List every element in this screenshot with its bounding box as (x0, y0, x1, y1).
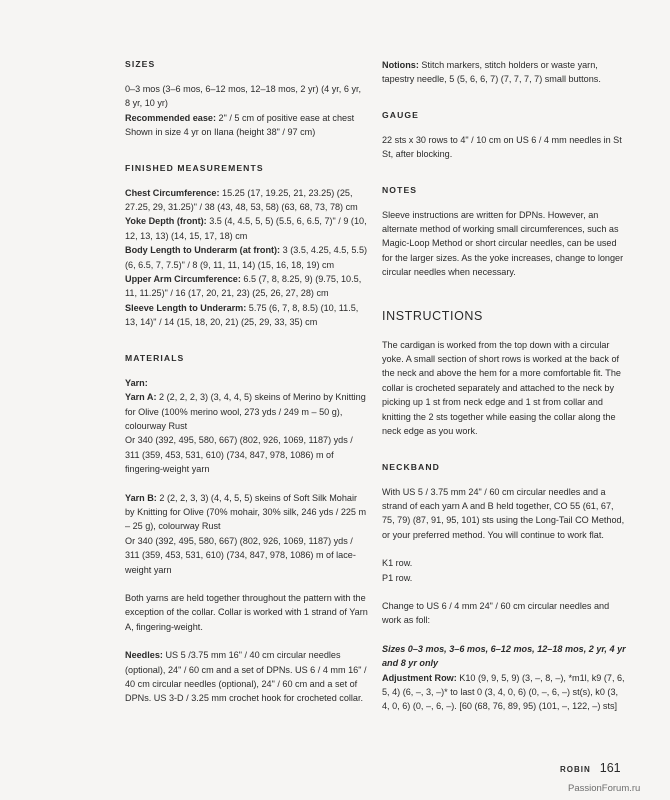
adjustment-text: K10 (9, 9, 5, 9) (3, –, 8, –), *m1l, k9 (7, 6, 5, 4) (6, –, 3, –)* to last 0 (3, 4, 0, 6) (0, –, 6, –) st(s), k0 (3, 4, 0, 6) (0, –, 6, –). [60 (68, 76, 89, 95) (101, –, 122, –) sts] (382, 672, 625, 712)
finished-heading: FINISHED MEASUREMENTS (125, 162, 264, 173)
watermark: PassionForum.ru (568, 783, 641, 794)
yarn-b-label: Yarn B: (125, 492, 157, 503)
notes-heading: NOTES (382, 184, 418, 195)
needles-text: US 5 /3.75 mm 16" / 40 cm circular needles (optional), 24" / 60 cm and a set of DPNs. US 6 / 4 mm 16" / 40 cm circular needles (optional), 24" / 60 cm and a set of DPNs. US 3-D / 3.25 mm crochet hook for crocheted collar. (125, 650, 367, 704)
recommended-ease (125, 111, 368, 140)
ease-label: Recommended ease: (125, 112, 216, 123)
right-column (382, 58, 626, 736)
measurement-text: 3 (3.5, 4.25, 4.5, 5.5) (6, 6.5, 7, 7.5)" / 8 (9, 11, 11, 14) (15, 16, 18, 19) cm (125, 245, 368, 270)
gauge-text: 22 sts x 30 rows to 4" / 10 cm on US 6 / 4 mm needles in St St, after blocking. (382, 134, 622, 160)
notes-text: Sleeve instructions are written for DPNs. However, an alternate method of working small circumferences, such as Magic-Loop Method or short circular needles, can be used for the larger sizes. As the yoke increases, change to longer circular needles when necessary. (382, 209, 624, 278)
neckband-para2: Change to US 6 / 4 mm 24" / 60 cm circular needles and work as foll: (382, 600, 610, 626)
notions-label: Notions: (382, 60, 419, 70)
yarn-a-text: 2 (2, 2, 2, 3) (3, 4, 4, 5) skeins of Merino by Knitting for Olive (100% merino wool, 273 yds / 249 m – 50 g), colourway Rust (125, 392, 366, 431)
yarn-b-text: 2 (2, 2, 3, 3) (4, 4, 5, 5) skeins of Soft Silk Mohair by Knitting for Olive (70% mohair, 30% silk, 246 yds / 225 m – 25 g), colourway Rust (125, 492, 367, 532)
measurement-label: Sleeve Length to Underarm: (125, 302, 247, 313)
adjustment-label: Adjustment Row: (382, 672, 457, 683)
measurement-label: Chest Circumference: (125, 187, 220, 198)
measurement-body-length (125, 243, 368, 272)
ease-text: 2" / 5 cm of positive ease at chest Shown in size 4 yr on Ilana (height 38" / 97 cm) (125, 112, 355, 138)
yarn-a-alternative: Or 340 (392, 495, 580, 667) (802, 926, 1069, 1187) yds / 311 (359, 453, 531, 610) (734, 847, 978, 1086) m of fingering-weight yarn (125, 435, 353, 475)
yarn-label (125, 376, 368, 390)
materials-section (125, 352, 368, 706)
instructions-section (382, 308, 626, 439)
measurement-text: 3.5 (4, 4.5, 5, 5) (5.5, 6, 6.5, 7)" / 9 (10, 12, 13, 13) (14, 15, 17, 18) cm (125, 216, 367, 241)
yarn-both-note: Both yarns are held together throughout the pattern with the exception of the collar. Collar is worked with 1 strand of Yarn A, fingering-weight. (125, 592, 368, 632)
measurement-upper-arm (125, 272, 368, 301)
gauge-heading: GAUGE (382, 109, 420, 120)
measurement-label: Yoke Depth (front): (125, 216, 207, 227)
sizes-heading: SIZES (125, 59, 156, 69)
page-number: 161 (599, 761, 621, 775)
instructions-text: The cardigan is worked from the top down with a circular yoke. A small section of short rows is worked at the back of the neck and above the hem for a more comfortable fit. The collar is crocheted separately and attached to the neck by picking up 1 st from neck edge and 1 st from collar and knitting the 2 sts together while easing the collar along the neck edge as you work. (382, 339, 621, 437)
measurement-text: 6.5 (7, 8, 8.25, 9) (9.75, 10.5, 11, 11.25)" / 16 (17, 20, 21, 23) (25, 26, 27, 28) cm (125, 274, 362, 299)
running-head: ROBIN (560, 765, 591, 774)
gauge-section (382, 109, 626, 162)
left-column (125, 58, 368, 728)
neckband-heading: NECKBAND (382, 461, 440, 472)
sizes-italic-heading: Sizes 0–3 mos, 3–6 mos, 6–12 mos, 12–18 mos, 2 yr, 4 yr and 8 yr only (382, 643, 626, 669)
neckband-section (382, 461, 626, 714)
notions-section (382, 58, 626, 87)
neckband-row1: K1 row. (382, 558, 413, 569)
neckband-para1: With US 5 / 3.75 mm 24" / 60 cm circular needles and a strand of each yarn A and B held together, CO 55 (61, 67, 75, 79) (87, 91, 95, 101) sts using the Long-Tail CO Method, or your preferred method. You will continue to work flat. (382, 486, 625, 540)
measurement-chest (125, 186, 368, 215)
sizes-section (125, 58, 368, 140)
measurement-text: 5.75 (6, 7, 8, 8.5) (10, 11.5, 13, 14)" / 14 (15, 18, 20, 21) (25, 29, 33, 35) cm (125, 302, 359, 328)
measurement-label: Upper Arm Circumference: (125, 274, 241, 285)
finished-measurements-section (125, 162, 368, 330)
instructions-heading: INSTRUCTIONS (382, 308, 483, 323)
materials-heading: MATERIALS (125, 352, 185, 363)
page-footer (560, 761, 621, 775)
adjustment-row (382, 671, 626, 714)
measurement-yoke (125, 214, 368, 243)
measurement-label: Body Length to Underarm (at front): (125, 245, 281, 256)
neckband-row2: P1 row. (382, 572, 413, 583)
sizes-list: 0–3 mos (3–6 mos, 6–12 mos, 12–18 mos, 2 yr) (4 yr, 6 yr, 8 yr, 10 yr) (125, 84, 362, 109)
yarn-label-text: Yarn: (125, 377, 148, 388)
needles (125, 648, 368, 706)
notions-text: Stitch markers, stitch holders or waste yarn, tapestry needle, 5 (5, 6, 6, 7) (7, 7, 7, 7) small buttons. (382, 60, 601, 85)
yarn-b (125, 491, 368, 534)
yarn-a (125, 390, 368, 433)
needles-label: Needles: (125, 650, 163, 661)
measurement-sleeve (125, 301, 368, 330)
yarn-b-alternative: Or 340 (392, 495, 580, 667) (802, 926, 1069, 1187) yds / 311 (359, 453, 531, 610) (734, 847, 978, 1086) m of lace-weight yarn (125, 535, 356, 575)
measurement-text: 15.25 (17, 19.25, 21, 23.25) (25, 27.25, 29, 31.25)" / 38 (43, 48, 53, 58) (63, 68, 73, 78) cm (125, 187, 358, 213)
notions (382, 58, 626, 87)
notes-section (382, 184, 626, 280)
yarn-a-label: Yarn A: (125, 392, 157, 403)
